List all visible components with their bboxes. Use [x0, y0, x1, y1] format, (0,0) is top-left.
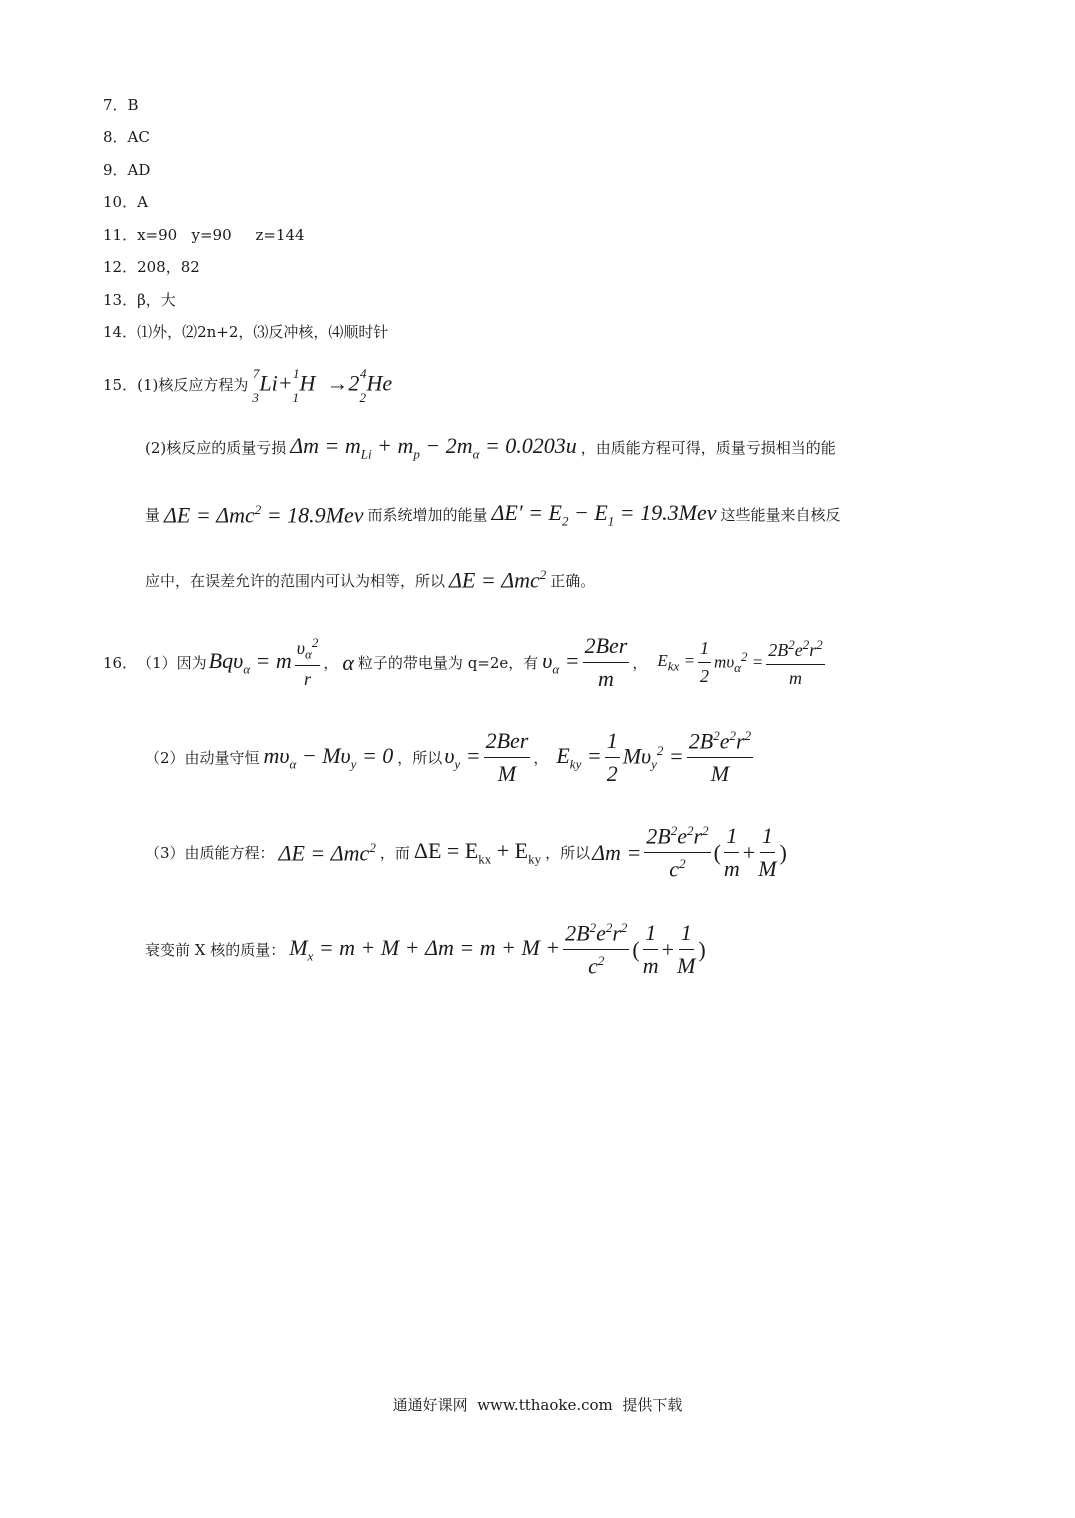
answer-7: 7．B [103, 96, 139, 114]
answer-10: 10．A [103, 193, 148, 211]
fraction-eky: $\frac{2B^2e^2r^2}{M}$ [688, 728, 752, 787]
energy-formula: ΔE = Δmc$^2$ = 18.9Mev [164, 501, 364, 527]
fraction-dm: $\frac{2B^2e^2r^2}{c^2}$ [646, 823, 709, 882]
answer-9: 9．AD [103, 161, 151, 179]
answer-14: 14．⑴外，⑵2n+2，⑶反冲核，⑷顺时针 [103, 323, 389, 341]
q15-line-1: 15． (1)核反应方程为 $_3^7Li+_1^1H \to 2_2^4He$ [103, 366, 393, 405]
fraction-2ber-over-m: $\frac{\text{2Ber}}{m}$ [584, 633, 628, 691]
answer-13: 13．β，大 [103, 291, 176, 309]
answer-8: 8．AC [103, 128, 150, 146]
nuclear-equation: $_3^7Li+_1^1H \to 2_2^4He$ [252, 366, 393, 405]
equivalence-formula: ΔE = Δmc$^2$ [449, 567, 547, 593]
q15-line-2: (2)核反应的质量亏损 $\Delta m = m_{Li} + m_p - 2m_\alpha = 0.0203u$ ，由质能方程可得，质量亏损相当的能 [145, 433, 836, 462]
fraction-ekx: $\frac{2B^2e^2r^2}{m}$ [768, 636, 823, 688]
answer-11: 11．x=90 y=90 z=144 [103, 226, 305, 244]
q16-line-4: 衰变前 X 核的质量： $M_x = m + M + \Delta m = m + M$ + $\frac{2B^2e^2r^2}{c^2}$ ( $\frac{1}{m}$ + $\frac{1}{M}$ ) [145, 920, 706, 979]
mass-defect-formula: $\Delta m = m_{Li} + m_p - 2m_\alpha = 0.0203u$ [290, 433, 577, 462]
fraction-mx: $\frac{2B^2e^2r^2}{c^2}$ [565, 920, 628, 979]
q15-line-4: 应中，在误差允许的范围内可认为相等，所以 ΔE = Δmc$^2$ 正确。 [145, 567, 596, 593]
answer-12: 12．208，82 [103, 258, 200, 276]
system-energy-formula: $\Delta E' = E_2 - E_1 = 19.3Mev$ [491, 500, 717, 529]
q16-line-1: 16． （1）因为 Bqυ$_\alpha$ = m $\frac{\upsilon_\alpha^2}{r}$ ， α 粒子的带电量为 q=2e，有 $\upsilon_\alpha$ = $\frac{\text{2Ber}}{m}$ ， $E_{kx}$ = $\frac{1}{2}$ $m\upsilon_\alpha^2$ = $\frac{2B^2e^2r^2}{m}$ [103, 633, 823, 691]
q16-line-2: （2）由动量守恒 $m\upsilon_\alpha - M\upsilon_y = 0$ ，所以 $\upsilon_y$ = $\frac{\text{2Ber}}{M}$ ， $E_{ky}$ = $\frac{1}{2}$ $M\upsilon_y^2$ = $\frac{2B^2e^2r^2}{M}$ [145, 728, 752, 787]
footer: 通通好课网 www.tthaoke.com 提供下载 [392, 1396, 683, 1414]
fraction-v2-over-r: $\frac{\upsilon_\alpha^2}{r}$ [296, 634, 319, 690]
q15-line-3: 量 ΔE = Δmc$^2$ = 18.9Mev 而系统增加的能量 $\Delta E' = E_2 - E_1 = 19.3Mev$ 这些能量来自核反 [145, 500, 841, 529]
q16-line-3: （3）由质能方程： ΔE = Δmc$^2$ ，而 $\Delta E = E_{kx} + E_{ky}$ ，所以 Δm = $\frac{2B^2e^2r^2}{c^2}$ ( $\frac{1}{m}$ + $\frac{1}{M}$ ) [145, 823, 787, 882]
fraction-2ber-over-M: $\frac{\text{2Ber}}{M}$ [485, 728, 529, 787]
